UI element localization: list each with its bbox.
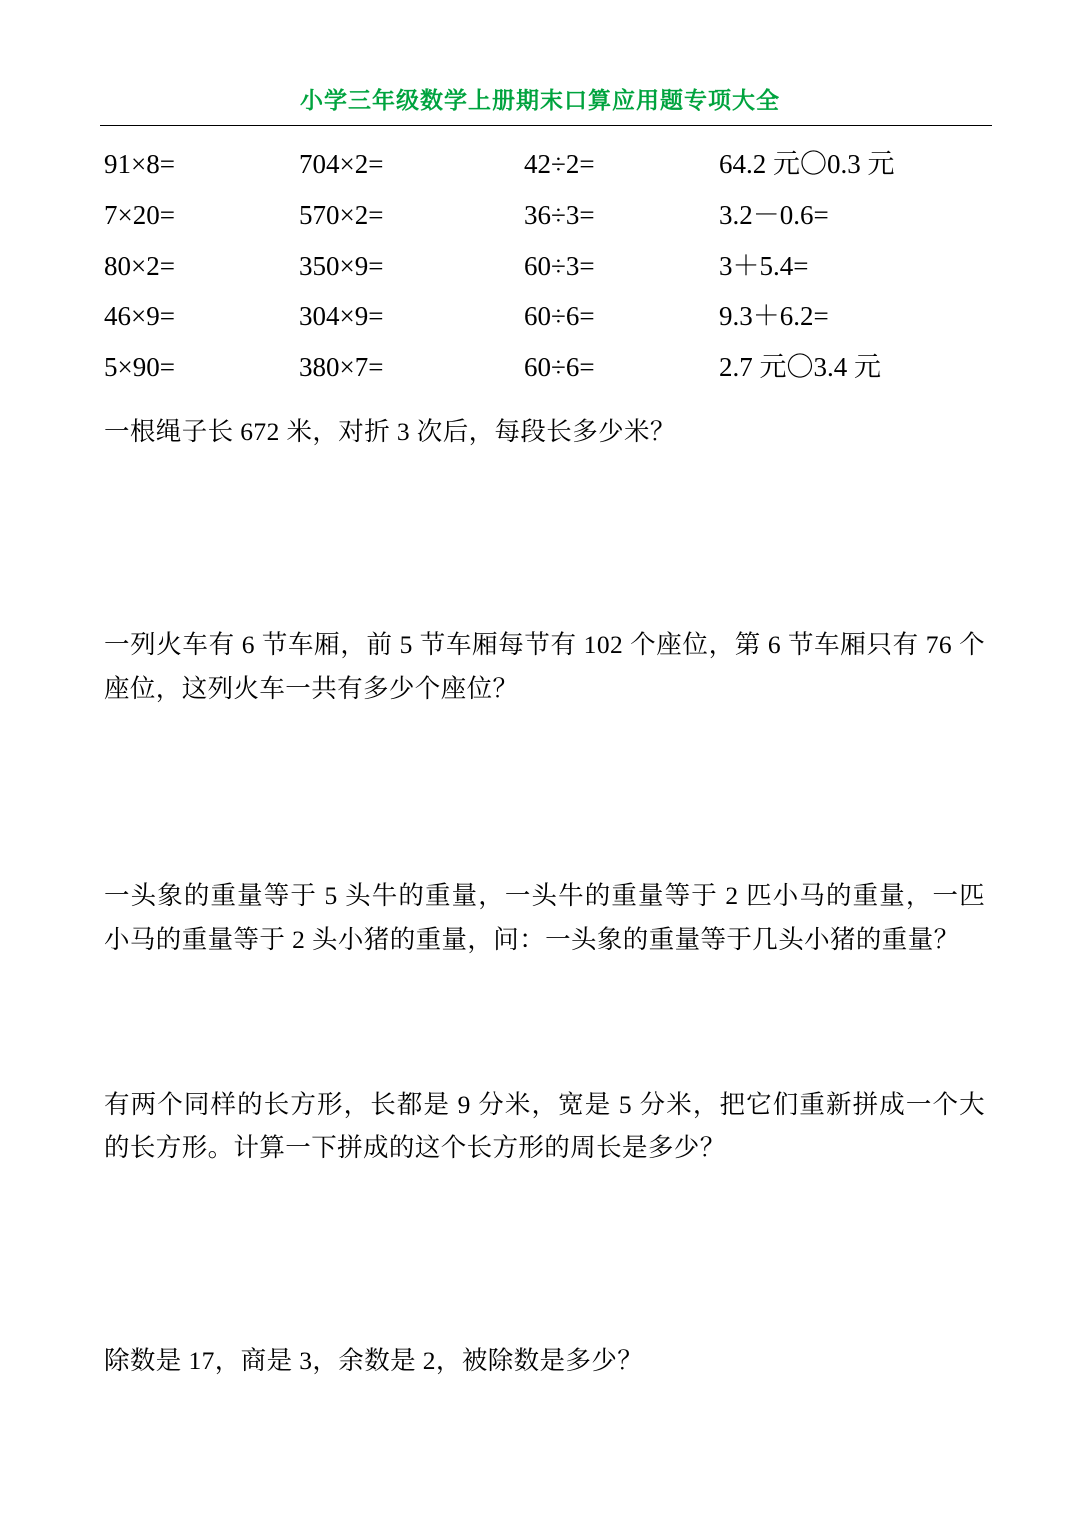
calculation-item: 42÷2= [524, 149, 595, 179]
word-problem: 有两个同样的长方形，长都是 9 分米，宽是 5 分米，把它们重新拼成一个大的长方形。计算一下拼成的这个长方形的周长是多少？ [104, 1089, 985, 1163]
calculation-item: 46×9= [104, 301, 175, 332]
answer-space [104, 736, 985, 848]
calculation-item: 64.2 元〇0.3 元 [719, 149, 895, 179]
page-title: 小学三年级数学上册期末口算应用题专项大全 [300, 88, 780, 113]
word-problem-section [0, 410, 1080, 1383]
calculation-item: 3＋5.4= [719, 250, 809, 281]
word-problem: 一列火车有 6 节车厢，前 5 节车厢每节有 102 个座位，第 6 节车厢只有 76 个座位，这列火车一共有多少个座位？ [104, 630, 985, 703]
calculation-row [104, 300, 1080, 334]
calculation-item: 704×2= [299, 149, 384, 179]
calculation-row [104, 199, 1080, 233]
calculation-item: 350×9= [299, 250, 384, 281]
calculation-item: 380×7= [299, 352, 384, 382]
calculation-item: 3.2－0.6= [719, 199, 829, 230]
word-problem: 除数是 17，商是 3，余数是 2，被除数是多少？ [104, 1346, 644, 1376]
answer-space [104, 1196, 985, 1314]
calculation-item: 60÷6= [524, 301, 595, 332]
calculation-item: 5×90= [104, 352, 175, 382]
answer-space [104, 987, 985, 1057]
calculation-item: 7×20= [104, 199, 175, 230]
title-divider [100, 125, 992, 126]
calculation-row [104, 148, 1080, 182]
calculation-row [104, 250, 1080, 284]
word-problem: 一根绳子长 672 米，对折 3 次后，每段长多少米？ [104, 417, 676, 447]
calculation-item: 2.7 元〇3.4 元 [719, 352, 881, 382]
calculation-item: 60÷6= [524, 352, 595, 382]
calculation-item: 36÷3= [524, 199, 595, 230]
calculation-item: 91×8= [104, 149, 175, 179]
calculation-item: 60÷3= [524, 250, 595, 281]
calculation-item: 9.3＋6.2= [719, 301, 829, 332]
word-problem: 一头象的重量等于 5 头牛的重量，一头牛的重量等于 2 匹小马的重量，一匹小马的重量等于 2 头小猪的重量，问：一头象的重量等于几头小猪的重量？ [104, 880, 985, 954]
calculation-item: 304×9= [299, 301, 384, 332]
calculation-grid [0, 148, 1080, 385]
calculation-item: 80×2= [104, 250, 175, 281]
calculation-item: 570×2= [299, 199, 384, 230]
answer-space [104, 480, 985, 598]
calculation-row [104, 351, 1080, 385]
